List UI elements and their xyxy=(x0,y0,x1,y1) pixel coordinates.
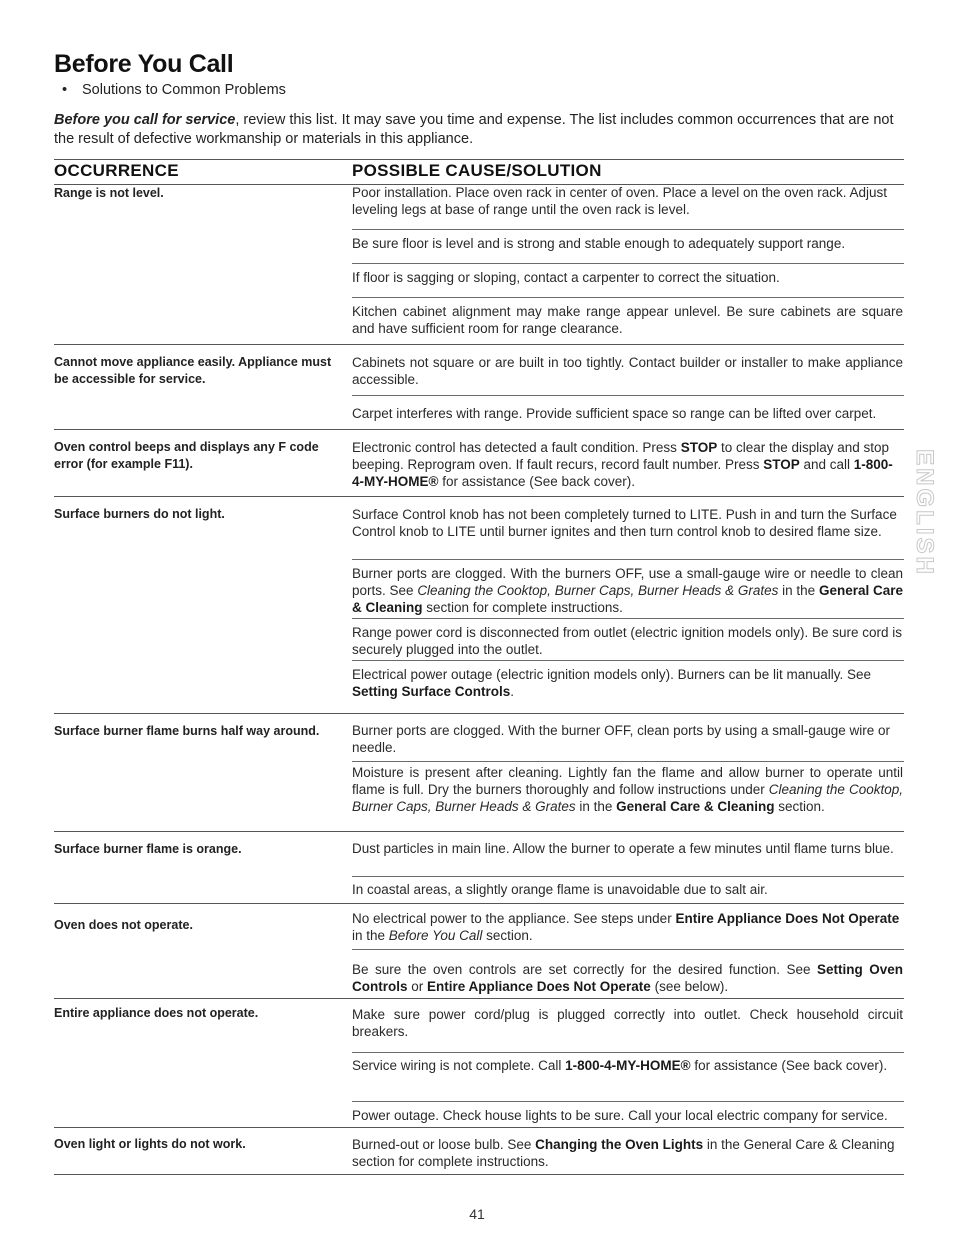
text-run: Make sure power cord/plug is plugged correctly into outlet. Check household circuit breakers. xyxy=(352,1007,903,1039)
language-tab xyxy=(906,448,942,578)
solution-divider xyxy=(352,876,904,877)
row-divider xyxy=(54,1127,904,1128)
text-run: Moisture is present after cleaning. Lightly fan the flame and allow burner to operate until flame is full. Dry the burners thoroughly and follow instructions under xyxy=(352,765,903,797)
solution-cell xyxy=(352,1006,903,1040)
bold-text: Setting Oven Controls xyxy=(352,962,903,994)
bold-text: STOP xyxy=(680,440,718,455)
bold-text: Entire Appliance Does Not Operate xyxy=(675,911,900,926)
text-run: Burned-out or loose bulb. See xyxy=(352,1137,536,1152)
text-run: Electronic control has detected a fault condition. Press xyxy=(352,440,681,455)
intro-text: , review this list. It may save you time and expense. The list includes common occurrences that are not the result of defective workmanship or materials in this appliance. xyxy=(54,112,894,147)
text-run: Service wiring is not complete. Call xyxy=(352,1058,566,1073)
text-run: (see below). xyxy=(650,979,729,994)
occurrence-cell: Surface burner flame is orange. xyxy=(54,842,242,856)
row-divider xyxy=(54,1174,904,1175)
text-run: section. xyxy=(774,799,825,814)
solution-cell xyxy=(352,840,903,857)
solution-divider xyxy=(352,1101,904,1102)
solution-divider xyxy=(352,263,904,264)
solution-cell xyxy=(352,722,903,756)
text-run: in the xyxy=(352,928,389,943)
occurrence-header: OCCURRENCE xyxy=(54,161,179,180)
solution-cell xyxy=(352,1136,903,1170)
solution-cell xyxy=(352,303,903,337)
bold-text: General Care & Cleaning xyxy=(352,583,903,615)
row-divider xyxy=(54,831,904,832)
text-run: in the xyxy=(778,583,819,598)
row-divider xyxy=(54,429,904,430)
solution-cell xyxy=(352,961,903,995)
solution-cell xyxy=(352,666,903,700)
solution-divider xyxy=(352,1052,904,1053)
occurrence-cell: Surface burners do not light. xyxy=(54,507,225,521)
bold-text: Entire Appliance Does Not Operate xyxy=(427,979,651,994)
solution-divider xyxy=(352,949,904,950)
page-title: Before You Call xyxy=(54,50,234,78)
text-run: If floor is sagging or sloping, contact a carpenter to correct the situation. xyxy=(352,270,780,285)
text-run: Kitchen cabinet alignment may make range appear unlevel. Be sure cabinets are square and have sufficient room for range clearance. xyxy=(352,304,903,336)
text-run: No electrical power to the appliance. See steps under xyxy=(352,911,676,926)
text-run: In coastal areas, a slightly orange flame is unavoidable due to salt air. xyxy=(352,882,768,897)
table-header xyxy=(54,159,904,185)
text-run: . xyxy=(510,684,515,699)
text-run: or xyxy=(407,979,428,994)
bold-text: Changing the Oven Lights xyxy=(535,1137,704,1152)
text-run: Cabinets not square or are built in too tightly. Contact builder or installer to make appliance accessible. xyxy=(352,355,903,387)
cause-header: POSSIBLE CAUSE/SOLUTION xyxy=(352,161,602,180)
solution-cell xyxy=(352,405,903,422)
solution-divider xyxy=(352,761,904,762)
solution-cell xyxy=(352,1107,903,1124)
text-run: Carpet interferes with range. Provide sufficient space so range can be lifted over carpet. xyxy=(352,406,877,421)
solution-cell xyxy=(352,269,903,286)
occurrence-cell: Entire appliance does not operate. xyxy=(54,1006,259,1020)
text-run: Surface Control knob has not been completely turned to LITE. Push in and turn the Surface Control knob to LITE until burner ignites and then turn control knob to desired flame size. xyxy=(352,507,897,539)
row-divider xyxy=(54,998,904,999)
solution-cell xyxy=(352,235,903,252)
intro-paragraph xyxy=(54,111,899,149)
bullet: • xyxy=(62,82,68,98)
italic-text: Cleaning the Cooktop, Burner Caps, Burner Heads & Grates xyxy=(352,782,903,814)
solution-divider xyxy=(352,559,904,560)
solution-cell xyxy=(352,506,903,540)
bold-text: Setting Surface Controls xyxy=(352,684,511,699)
occurrence-cell: Oven does not operate. xyxy=(54,918,193,932)
occurrence-cell: Range is not level. xyxy=(54,186,164,200)
solution-divider xyxy=(352,660,904,661)
bold-text: 1-800-4-MY-HOME® xyxy=(352,457,893,489)
text-run: Power outage. Check house lights to be sure. Call your local electric company for service. xyxy=(352,1108,888,1123)
subtitle xyxy=(62,82,286,98)
intro-lead: Before you call for service xyxy=(54,112,236,128)
text-run: section. xyxy=(482,928,533,943)
language-tab-label: ENGLISH xyxy=(911,449,938,577)
text-run: Burner ports are clogged. With the burners OFF, use a small-gauge wire or needle to clean ports. See xyxy=(352,566,903,598)
text-run: for assistance (See back cover). xyxy=(690,1058,888,1073)
text-run: Range power cord is disconnected from outlet (electric ignition models only). Be sure cord is securely plugged into the outlet. xyxy=(352,625,903,657)
solution-divider xyxy=(352,618,904,619)
occurrence-cell: Surface burner flame burns half way around. xyxy=(54,724,320,738)
text-run: Be sure floor is level and is strong and stable enough to adequately support range. xyxy=(352,236,846,251)
text-run: section for complete instructions. xyxy=(422,600,623,615)
solution-cell xyxy=(352,184,903,218)
italic-text: Before You Call xyxy=(388,928,483,943)
page-number: 41 xyxy=(469,1206,485,1222)
bold-text: 1-800-4-MY-HOME® xyxy=(565,1058,691,1073)
solution-cell xyxy=(352,881,903,898)
text-run: in the xyxy=(575,799,617,814)
row-divider xyxy=(54,903,904,904)
solution-cell xyxy=(352,354,903,388)
occurrence-cell: Oven control beeps and displays any F code error (for example F11). xyxy=(54,440,319,471)
row-divider xyxy=(54,496,904,497)
solution-divider xyxy=(352,229,904,230)
text-run: Be sure the oven controls are set correctly for the desired function. See xyxy=(352,962,817,977)
text-run: Electrical power outage (electric ignition models only). Burners can be lit manually. See xyxy=(352,667,871,682)
text-run: to clear the display and stop beeping. Reprogram oven. If fault recurs, record fault number. Press xyxy=(352,440,890,472)
bold-text: General Care & Cleaning xyxy=(616,799,775,814)
row-divider xyxy=(54,344,904,345)
text-run: Burner ports are clogged. With the burner OFF, clean ports by using a small-gauge wire or needle. xyxy=(352,723,891,755)
subtitle-text: Solutions to Common Problems xyxy=(82,82,286,98)
italic-text: Cleaning the Cooktop, Burner Caps, Burner Heads & Grates xyxy=(417,583,779,598)
solution-cell xyxy=(352,624,903,658)
solution-cell xyxy=(352,910,903,944)
text-run: Poor installation. Place oven rack in center of oven. Place a level on the oven rack. Adjust leveling legs at base of range until the oven rack is level. xyxy=(352,185,888,217)
bold-text: STOP xyxy=(763,457,800,472)
row-divider xyxy=(54,713,904,714)
solution-divider xyxy=(352,395,904,396)
solution-cell xyxy=(352,565,903,616)
text-run: Dust particles in main line. Allow the burner to operate a few minutes until flame turns blue. xyxy=(352,841,894,856)
solution-cell xyxy=(352,1057,903,1074)
solution-cell xyxy=(352,439,903,490)
text-run: for assistance (See back cover). xyxy=(438,474,636,489)
solution-cell xyxy=(352,764,903,815)
text-run: and call xyxy=(799,457,854,472)
occurrence-cell: Oven light or lights do not work. xyxy=(54,1137,246,1151)
occurrence-cell: Cannot move appliance easily. Appliance must be accessible for service. xyxy=(54,355,332,386)
solution-divider xyxy=(352,297,904,298)
text-run: in the General Care & Cleaning section for complete instructions. xyxy=(352,1137,895,1169)
